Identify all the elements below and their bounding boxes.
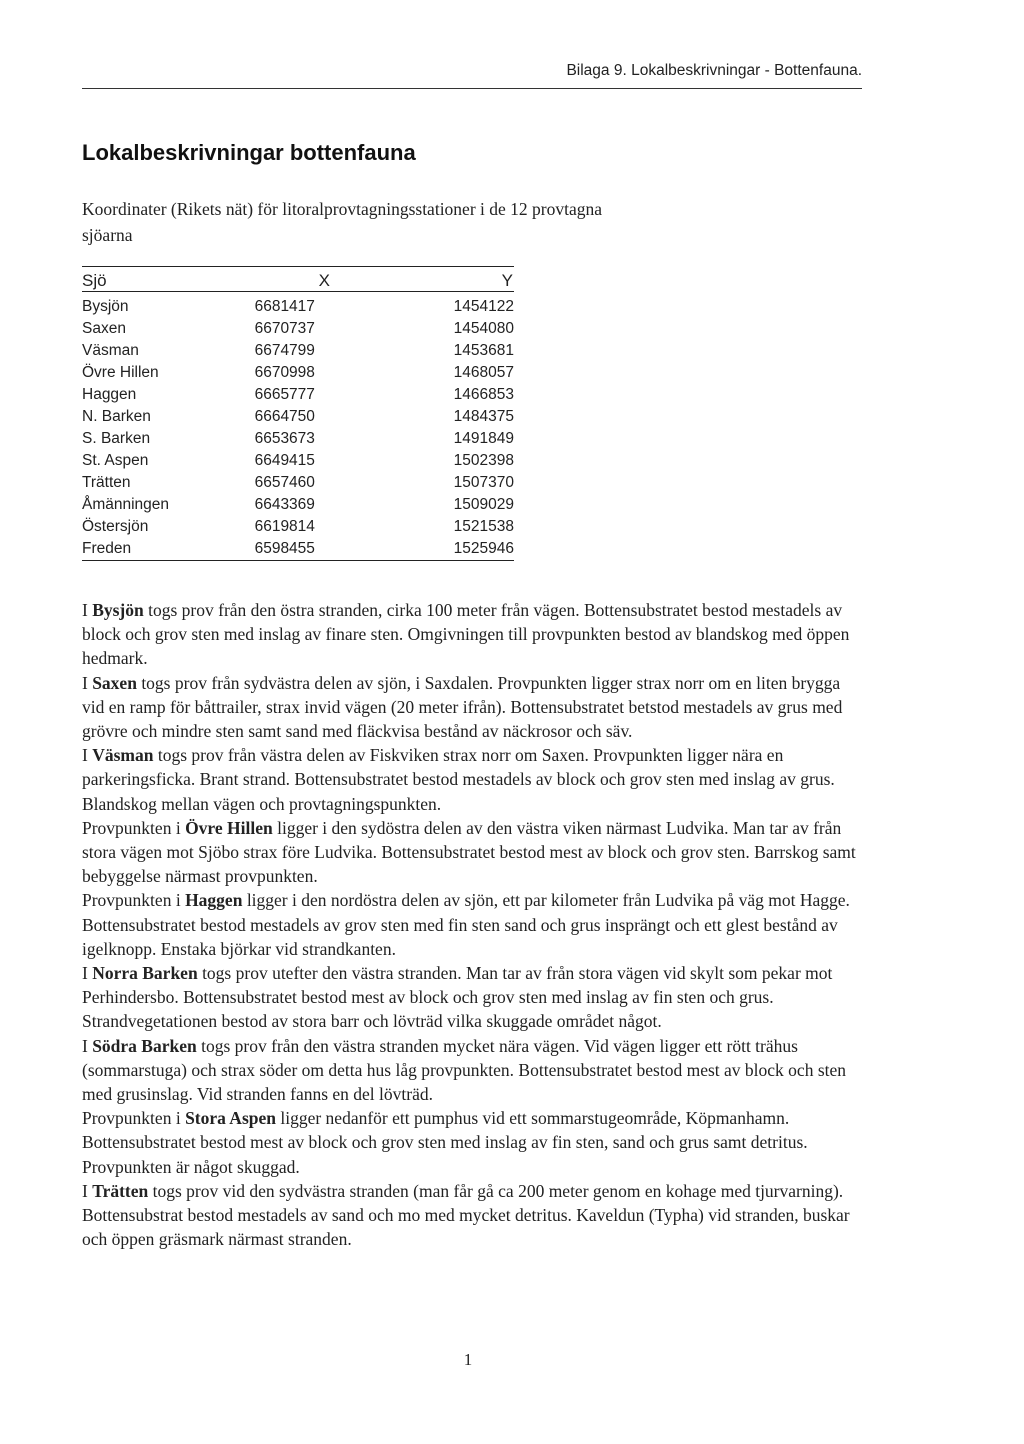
paragraph-text: ligger i den nordöstra delen av sjön, ett par kilometer från Ludvika på väg mot Hagge. Bottensubstratet bestod mestadels av grov sten med fin sten sand och grus insprängt och ett glest bestånd av igelknopp. Enstaka björkar vid strandkanten. <box>82 890 850 959</box>
y-value: 1484375 <box>453 408 514 425</box>
lake-name: Trätten <box>82 474 131 491</box>
lake-name: S. Barken <box>82 430 151 447</box>
paragraph-text: togs prov från sydvästra delen av sjön, i Saxdalen. Provpunkten ligger strax norr om en liten brygga vid en ramp för båttrailer, strax invid vägen (20 meter ifrån). Bottensubstratet betstod mestadels av grus med grövre och mindre sten samt sand med fläckvisa bestånd av näckrosor och säv. <box>82 672 843 742</box>
paragraph-lead: I <box>82 672 93 693</box>
lake-name-bold: Saxen <box>92 672 137 693</box>
running-header: Bilaga 9. Lokalbeskrivningar - Bottenfauna. <box>566 62 862 79</box>
lake-name: Väsman <box>82 342 139 359</box>
paragraph-norra-barken <box>82 961 862 1034</box>
table-row <box>82 450 514 472</box>
paragraph-lead: I <box>82 600 93 620</box>
page-number: 1 <box>463 1350 473 1369</box>
table-row <box>82 340 514 362</box>
lake-name: Freden <box>82 538 255 561</box>
column-header-x: X <box>255 267 454 292</box>
paragraph-vasman <box>82 743 862 816</box>
table-row <box>82 318 514 340</box>
table-row <box>82 406 514 428</box>
table-row <box>82 494 514 516</box>
y-value: 1525946 <box>454 538 514 561</box>
paragraph-ovre-hillen <box>82 816 862 889</box>
lake-name-bold: Väsman <box>92 745 154 766</box>
x-value: 6674799 <box>254 342 315 359</box>
lake-name: Åmänningen <box>82 496 170 513</box>
lake-name: Bysjön <box>82 298 129 315</box>
lake-name: Östersjön <box>82 518 149 535</box>
column-header-sjo: Sjö <box>82 267 255 292</box>
paragraph-lead: Provpunkten i <box>82 817 186 838</box>
y-value: 1502398 <box>453 452 514 469</box>
y-value: 1507370 <box>453 474 514 491</box>
x-value: 6670737 <box>254 320 315 337</box>
lake-name-bold: Övre Hillen <box>185 817 273 838</box>
paragraph-tratten <box>82 1179 862 1252</box>
x-value: 6643369 <box>254 496 315 513</box>
paragraph-text: togs prov från den västra stranden mycket nära vägen. Vid vägen ligger ett rött trähus (sommarstuga) och strax söder om detta hus låg provpunkten. Bottensubstratet bestod mest av block och sten med grusinslag. Vid stranden fanns en del lövträd. <box>82 1035 847 1105</box>
table-row <box>82 516 514 538</box>
paragraph-lead: I <box>82 745 93 766</box>
y-value: 1453681 <box>453 342 514 359</box>
table-row <box>82 472 514 494</box>
lake-name-bold: Stora Aspen <box>185 1108 276 1129</box>
paragraph-lead: I <box>82 963 93 984</box>
lake-name-bold: Bysjön <box>92 600 144 620</box>
intro-text: Koordinater (Rikets nät) för litoralprovtagningsstationer i de 12 provtagna sjöarna <box>82 199 603 245</box>
y-value: 1491849 <box>453 430 514 447</box>
lake-name: St. Aspen <box>82 452 149 469</box>
y-value: 1454122 <box>453 298 514 315</box>
lake-name-bold: Norra Barken <box>92 963 198 984</box>
y-value: 1509029 <box>453 496 514 513</box>
y-value: 1466853 <box>453 386 514 403</box>
document-title: Lokalbeskrivningar bottenfauna <box>82 140 416 165</box>
x-value: 6653673 <box>254 430 315 447</box>
x-value: 6681417 <box>254 298 315 315</box>
table-row <box>82 292 514 319</box>
table-row <box>82 362 514 384</box>
lake-name-bold: Trätten <box>92 1180 149 1201</box>
column-header-y: Y <box>454 267 514 292</box>
paragraph-text: togs prov vid den sydvästra stranden (man får gå ca 200 meter genom en kohage med tjurvarning). Bottensubstrat bestod mestadels av sand och mo med mycket detritus. Kaveldun (Typha) vid stranden, buskar och öppen gräsmark närmast stranden. <box>82 1180 850 1250</box>
table-row <box>82 428 514 450</box>
paragraph-lead: Provpunkten i <box>82 1108 186 1129</box>
coordinates-table <box>82 266 514 561</box>
table-row <box>82 384 514 406</box>
x-value: 6598455 <box>255 538 454 561</box>
x-value: 6664750 <box>254 408 315 425</box>
y-value: 1521538 <box>453 518 514 535</box>
y-value: 1454080 <box>453 320 514 337</box>
lake-name-bold: Södra Barken <box>92 1035 197 1056</box>
paragraph-text: togs prov från västra delen av Fiskviken strax norr om Saxen. Provpunkten ligger nära en parkeringsficka. Brant strand. Bottensubstratet bestod mestadels av block och grov sten med inslag av grus. Blandskog mellan vägen och provtagningspunkten. <box>82 745 835 814</box>
paragraph-bysjon <box>82 598 862 671</box>
paragraph-lead: I <box>82 1180 93 1201</box>
table-header-row <box>82 267 514 292</box>
x-value: 6619814 <box>254 518 315 535</box>
paragraph-sodra-barken <box>82 1034 862 1107</box>
lake-name: Övre Hillen <box>82 364 159 381</box>
lake-name: N. Barken <box>82 408 151 425</box>
x-value: 6649415 <box>254 452 315 469</box>
lake-name: Haggen <box>82 386 137 403</box>
site-descriptions <box>82 598 862 1251</box>
paragraph-saxen <box>82 671 862 744</box>
paragraph-text: togs prov utefter den västra stranden. Man tar av från stora vägen vid skylt som pekar mot Perhindersbo. Bottensubstratet bestod mest av block och grov sten med inslag av fin sten och grus. Strandvegetationen bestod av stora barr och lövträd vilka skuggade området något. <box>82 963 833 1032</box>
paragraph-text: ligger i den sydöstra delen av den västra viken närmast Ludvika. Man tar av från stora vägen mot Sjöbo strax före Ludvika. Bottensubstratet bestod mest av block och grov sten. Barrskog samt bebyggelse närmast provpunkten. <box>82 817 856 887</box>
x-value: 6670998 <box>254 364 315 381</box>
paragraph-haggen <box>82 888 862 961</box>
table-row <box>82 538 514 561</box>
header-rule <box>82 88 862 89</box>
lake-name-bold: Haggen <box>185 890 243 911</box>
paragraph-text: togs prov från den östra stranden, cirka 100 meter från vägen. Bottensubstratet bestod mestadels av block och grov sten med inslag av finare sten. Omgivningen till provpunkten bestod av blandskog med öppen hedmark. <box>82 600 850 669</box>
paragraph-text: ligger nedanför ett pumphus vid ett sommarstugeområde, Köpmanhamn. Bottensubstratet bestod mest av block och grov sten med inslag av fin sten, sand och grus samt detritus. Provpunkten är något skuggad. <box>82 1108 808 1177</box>
paragraph-lead: Provpunkten i <box>82 890 186 911</box>
lake-name: Saxen <box>82 320 126 337</box>
paragraph-lead: I <box>82 1035 93 1056</box>
x-value: 6665777 <box>254 386 315 403</box>
x-value: 6657460 <box>254 474 315 491</box>
paragraph-stora-aspen <box>82 1106 862 1179</box>
y-value: 1468057 <box>453 364 514 381</box>
